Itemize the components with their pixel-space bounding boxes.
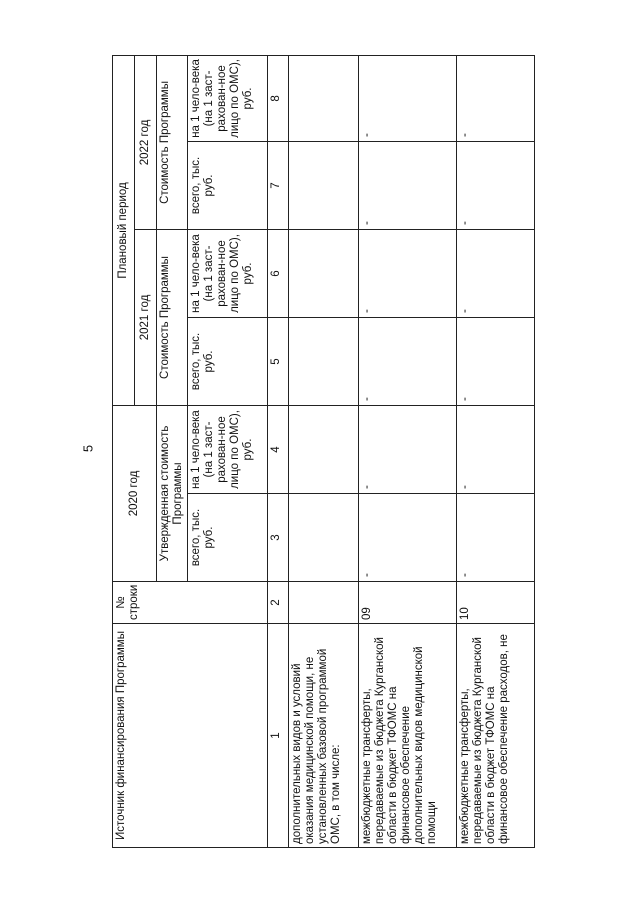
row-value: -: [457, 141, 535, 229]
row-value: [289, 229, 359, 317]
row-value: [289, 405, 359, 493]
column-number: 3: [268, 494, 289, 582]
header-per-person-2020: на 1 чело-века (на 1 заст-рахован-ное лицо по ОМС), руб.: [188, 405, 268, 493]
header-total-2020: всего, тыс. руб.: [188, 494, 268, 582]
row-value: -: [359, 405, 457, 493]
column-number: 1: [268, 624, 289, 848]
row-value: -: [359, 317, 457, 405]
row-label: межбюджетные трансферты, передаваемые из бюджета Курганской области в бюджет ТФОМС на финансовое обеспечение дополнительных видов медицинской помощи: [359, 624, 457, 848]
header-total-2021: всего, тыс. руб.: [188, 317, 268, 405]
table-row: [289, 55, 359, 847]
row-value: -: [359, 229, 457, 317]
header-planned-period: Плановый период: [113, 55, 135, 405]
row-label: межбюджетные трансферты, передаваемые из бюджета Курганской области в бюджет ТФОМС на финансовое обеспечение расходов, не: [457, 624, 535, 848]
row-value: -: [359, 494, 457, 582]
row-value: [289, 494, 359, 582]
column-number: 6: [268, 229, 289, 317]
row-value: -: [359, 141, 457, 229]
column-number: 4: [268, 405, 289, 493]
column-number: 8: [268, 55, 289, 141]
header-source: Источник финансирования Программы: [113, 624, 268, 848]
column-number: 7: [268, 141, 289, 229]
header-per-person-2021: на 1 чело-века (на 1 заст-рахован-ное лицо по ОМС), руб.: [188, 229, 268, 317]
header-approved-cost: Утвержденная стоимость Программы: [157, 405, 188, 581]
header-year-2021: 2021 год: [135, 229, 157, 405]
row-value: [289, 55, 359, 141]
header-cost-2022: Стоимость Программы: [157, 55, 188, 229]
header-total-2022: всего, тыс. руб.: [188, 141, 268, 229]
column-number: 5: [268, 317, 289, 405]
header-per-person-2022: на 1 чело-века (на 1 заст-рахован-ное лицо по ОМС), руб.: [188, 55, 268, 141]
row-value: -: [359, 55, 457, 141]
row-line-no: [289, 582, 359, 624]
header-cost-2021: Стоимость Программы: [157, 229, 188, 405]
header-year-2022: 2022 год: [135, 55, 157, 229]
table-row: [359, 55, 457, 847]
row-value: -: [457, 229, 535, 317]
financing-table: [112, 55, 535, 848]
row-value: -: [457, 405, 535, 493]
rotated-page-content: [112, 56, 594, 848]
row-value: -: [457, 494, 535, 582]
row-label: дополнительных видов и условий оказания медицинской помощи, не установленных базовой программой ОМС, в том числе:: [289, 624, 359, 848]
table-row: [457, 55, 535, 847]
row-value: [289, 317, 359, 405]
page-number: 5: [80, 444, 96, 453]
row-line-no: 10: [457, 582, 535, 624]
header-year-2020: 2020 год: [113, 405, 157, 581]
column-numbers-row: [268, 55, 289, 847]
row-value: -: [457, 55, 535, 141]
row-value: [289, 141, 359, 229]
row-line-no: 09: [359, 582, 457, 624]
row-value: -: [457, 317, 535, 405]
column-number: 2: [268, 582, 289, 624]
header-line-no: № строки: [113, 582, 268, 624]
